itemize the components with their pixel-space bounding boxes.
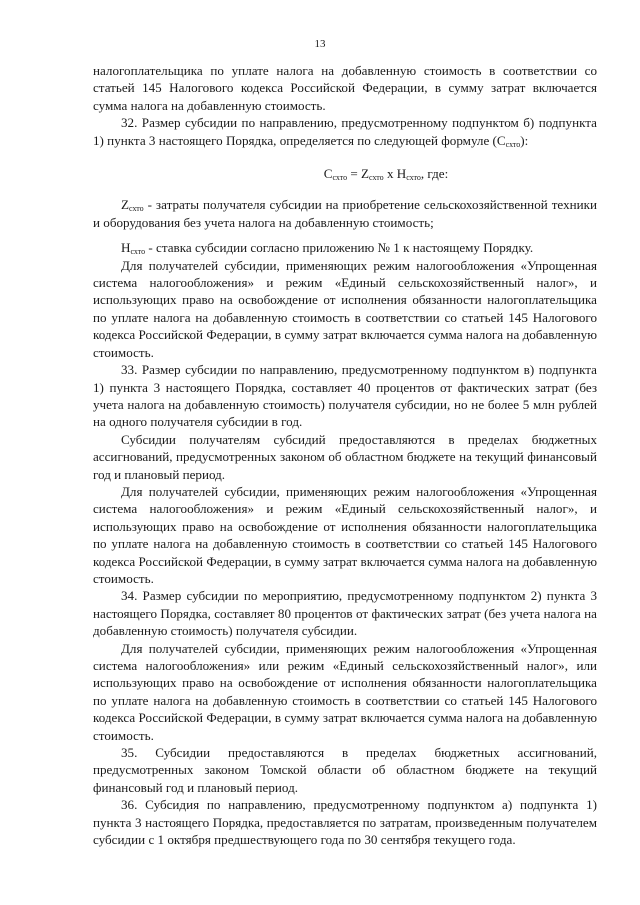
definition-z-symbol: Z [121,197,129,213]
paragraph-32-text: 32. Размер субсидии по направлению, предусмотренному подпунктом б) подпункта 1) пункта 3 настоящего Порядка, определяется по следующей формуле (С [93,115,597,148]
definition-h-sub: схто [130,247,146,257]
page-number: 13 [314,38,326,50]
paragraph-34: 34. Размер субсидии по мероприятию, предусмотренному подпунктом 2) пункта 3 настоящего Порядка, составляет 80 процентов от фактических затрат (без учета налога на добавленную стоимость) получателя субсидии. [93,588,597,639]
document-body [93,62,597,848]
paragraph-continuation: налогоплательщика по уплате налога на добавленную стоимость в соответствии со статьей 145 Налогового кодекса Российской Федерации, в сумму затрат включается сумма налога на добавленную стоимость. [93,63,597,113]
definition-z-text: - затраты получателя субсидии на приобретение сельскохозяйственной техники и оборудования без учета налога на добавленную стоимость; [93,197,597,230]
paragraph-33: 33. Размер субсидии по направлению, предусмотренному подпунктом в) подпункта 1) пункта 3 настоящего Порядка, составляет 40 процентов от фактических затрат (без учета налога на добавленную стоимость) получателя субсидии, но не более 5 млн рублей на одного получателя субсидии в год. [93,362,597,430]
definition-z [93,196,597,231]
formula-eq: = Z [347,166,370,182]
formula-tail: , где: [420,166,449,182]
paragraph-36: 36. Субсидия по направлению, предусмотренному подпунктом а) подпункта 1) пункта 3 настоящего Порядка, предоставляется по затратам, произведенным получателем субсидии с 1 октября предшествующего года по 30 сентября текущего года. [93,797,597,848]
formula-h-sub: схто [406,173,421,183]
paragraph-usn-2: Для получателей субсидии, применяющих режим налогообложения «Упрощенная система налогообложения» и режим «Единый сельскохозяйственный налог», и использующих право на освобождение от исполнения обязанности налогоплательщика по уплате налога на добавленную стоимость в соответствии со статьей 145 Налогового кодекса Российской Федерации, в сумму затрат включается сумма налога на добавленную стоимость. [93,483,597,586]
definition-h-symbol: Н [121,240,131,256]
paragraph-32-end: ): [520,132,529,148]
paragraph-32-sub: схто [505,139,521,149]
paragraph-budget-1: Субсидии получателям субсидий предоставляются в пределах бюджетных ассигнований, предусмотренных законом об областном бюджете на текущий финансовый год и плановый период. [93,431,597,482]
definition-h-text: - ставка субсидии согласно приложению № 1 к настоящему Порядку. [145,240,534,256]
formula-c-sub: схто [332,173,348,183]
paragraph-usn-3: Для получателей субсидии, применяющих режим налогообложения «Упрощенная система налогообложения» или режим «Единый сельскохозяйственный налог», или использующих право на освобождение от исполнения обязанности налогоплательщика по уплате налога на добавленную стоимость в соответствии со статьей 145 Налогового кодекса Российской Федерации, в сумму затрат включается сумма налога на добавленную стоимость. [93,640,597,743]
formula-z-sub: схто [369,173,384,183]
definition-z-sub: схто [129,204,144,214]
definition-h [93,239,597,256]
formula [175,165,597,182]
formula-c: С [323,166,333,182]
paragraph-35: 35. Субсидии предоставляются в пределах бюджетных ассигнований, предусмотренных законом Томской области об областном бюджете на текущий финансовый год и плановый период. [93,745,597,795]
paragraph-usn-1: Для получателей субсидии, применяющих режим налогообложения «Упрощенная система налогообложения» и режим «Единый сельскохозяйственный налог», и использующих право на освобождение от исполнения обязанности налогоплательщика по уплате налога на добавленную стоимость в соответствии со статьей 145 Налогового кодекса Российской Федерации, в сумму затрат включается сумма налога на добавленную стоимость. [93,257,597,360]
paragraph-32 [93,114,597,149]
spacer [93,231,597,239]
formula-x: х Н [383,166,407,182]
